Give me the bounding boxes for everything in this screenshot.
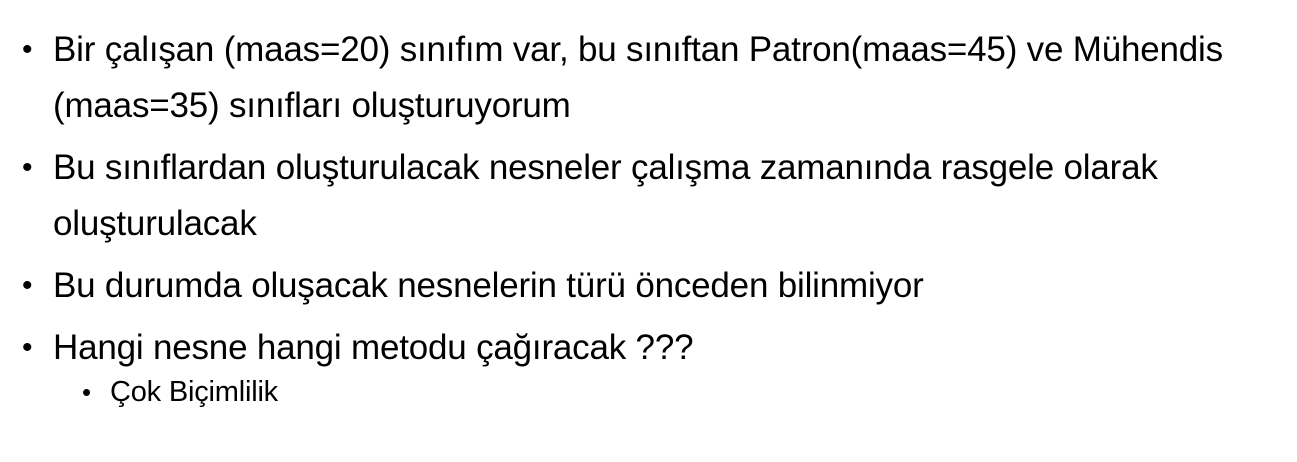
sub-bullet-text: Çok Biçimlilik — [110, 376, 278, 408]
bullet-item-1 — [20, 22, 1285, 134]
bullet-marker: • — [22, 33, 33, 66]
sub-bullet-marker: • — [82, 377, 91, 407]
bullet-list — [20, 22, 1285, 420]
bullet-item-2 — [20, 140, 1285, 252]
bullet-text: Bu durumda oluşacak nesnelerin türü önceden bilinmiyor — [53, 266, 924, 305]
bullet-marker: • — [22, 269, 33, 302]
bullet-text: Bu sınıflardan oluşturulacak nesneler çalışma zamanında rasgele olarak oluşturulacak — [53, 148, 1158, 243]
bullet-text: Bir çalışan (maas=20) sınıfım var, bu sınıftan Patron(maas=45) ve Mühendis (maas=35) sınıfları oluşturuyorum — [53, 30, 1223, 125]
bullet-text: Hangi nesne hangi metodu çağıracak ??? — [53, 328, 694, 367]
bullet-item-4 — [20, 320, 1285, 414]
bullet-item-3 — [20, 258, 1285, 314]
sub-bullet-item-1 — [82, 370, 1285, 414]
bullet-marker: • — [22, 151, 33, 184]
sub-bullet-list — [53, 370, 1285, 414]
bullet-marker: • — [22, 331, 33, 364]
